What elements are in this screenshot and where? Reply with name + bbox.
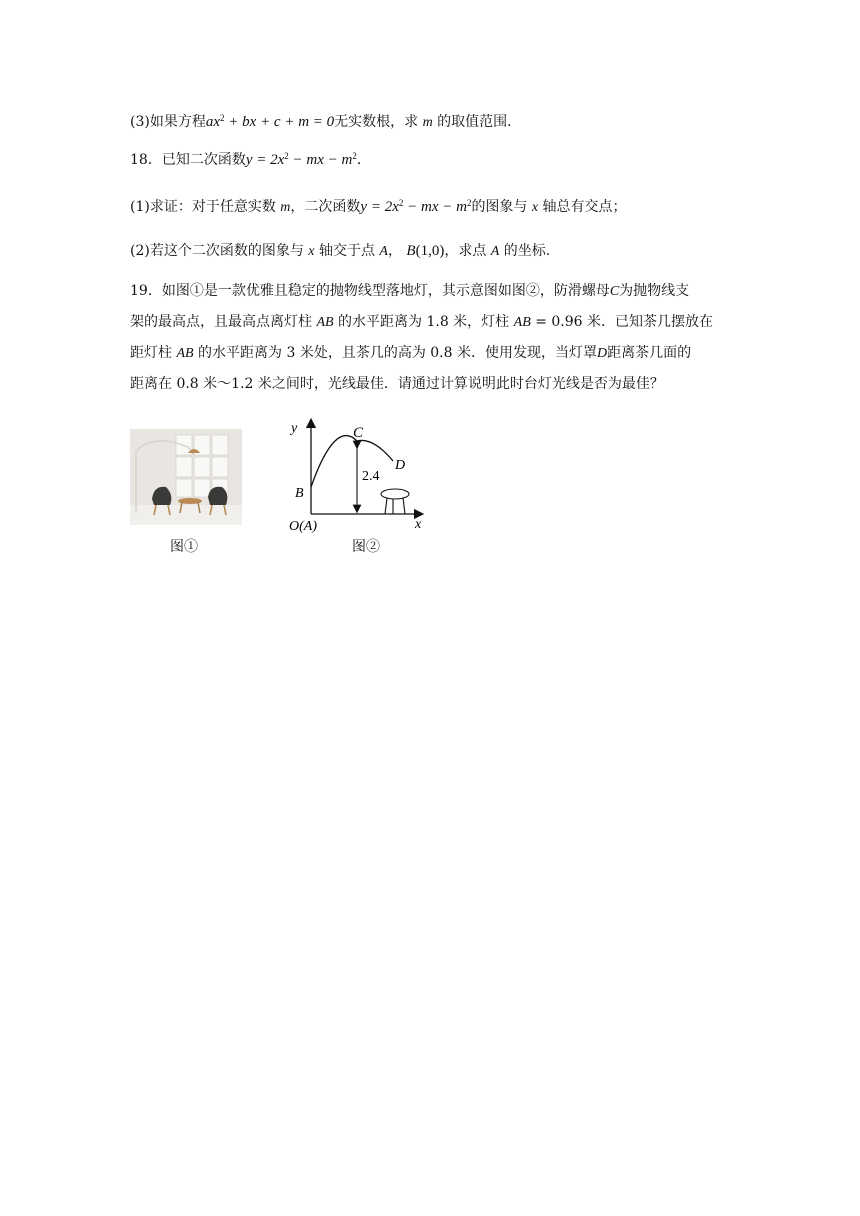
floor-lamp-photo	[130, 429, 242, 525]
q17-part3: (3)如果方程$ax^2$ + bx + c + m = 0无实数根，求 m 的取值范围.	[130, 113, 512, 130]
tea-table	[381, 489, 409, 499]
q18-stem: 18．已知二次函数$y = 2x^2$ − mx − $m^2$．	[130, 151, 371, 168]
q19-text	[130, 276, 730, 400]
q19-line4: 距离在 0.8 米～1.2 米之间时，光线最佳．请通过计算说明此时台灯光线是否为最佳？	[130, 376, 664, 392]
lamp-diagram-svg	[285, 417, 435, 537]
q18-part1: (1)求证：对于任意实数 m，二次函数$y = 2x^2$ − mx − $m^2$的图象与 x 轴总有交点；	[130, 198, 627, 215]
lamp-diagram	[285, 417, 435, 541]
q19-line3: 距灯柱 AB 的水平距离为 3 米处，且茶几的高为 0.8 米．使用发现，当灯罩D距离茶几面的	[130, 345, 692, 361]
q19-line1: 19．如图①是一款优雅且稳定的抛物线型落地灯，其示意图如图②，防滑螺母C为抛物线支	[130, 283, 690, 299]
floor-lamp-photo-art	[130, 429, 242, 525]
label-y: y	[291, 421, 298, 436]
label-c: C	[353, 425, 364, 441]
parabola-curve	[311, 436, 393, 487]
height-label: 2.4	[362, 469, 380, 484]
label-b: B	[295, 486, 304, 501]
fig2-caption: 图②	[352, 539, 380, 555]
label-origin: O(A)	[289, 519, 317, 534]
fig1-caption: 图①	[170, 539, 198, 555]
q19-line2: 架的最高点，且最高点离灯柱 AB 的水平距离为 1.8 米，灯柱 AB = 0.96 米．已知茶几摆放在	[130, 314, 714, 330]
q18-part2: (2)若这个二次函数的图象与 x 轴交于点 A， B(1,0)，求点 A 的坐标.	[130, 243, 551, 259]
label-x: x	[415, 517, 422, 532]
label-d: D	[395, 458, 406, 473]
